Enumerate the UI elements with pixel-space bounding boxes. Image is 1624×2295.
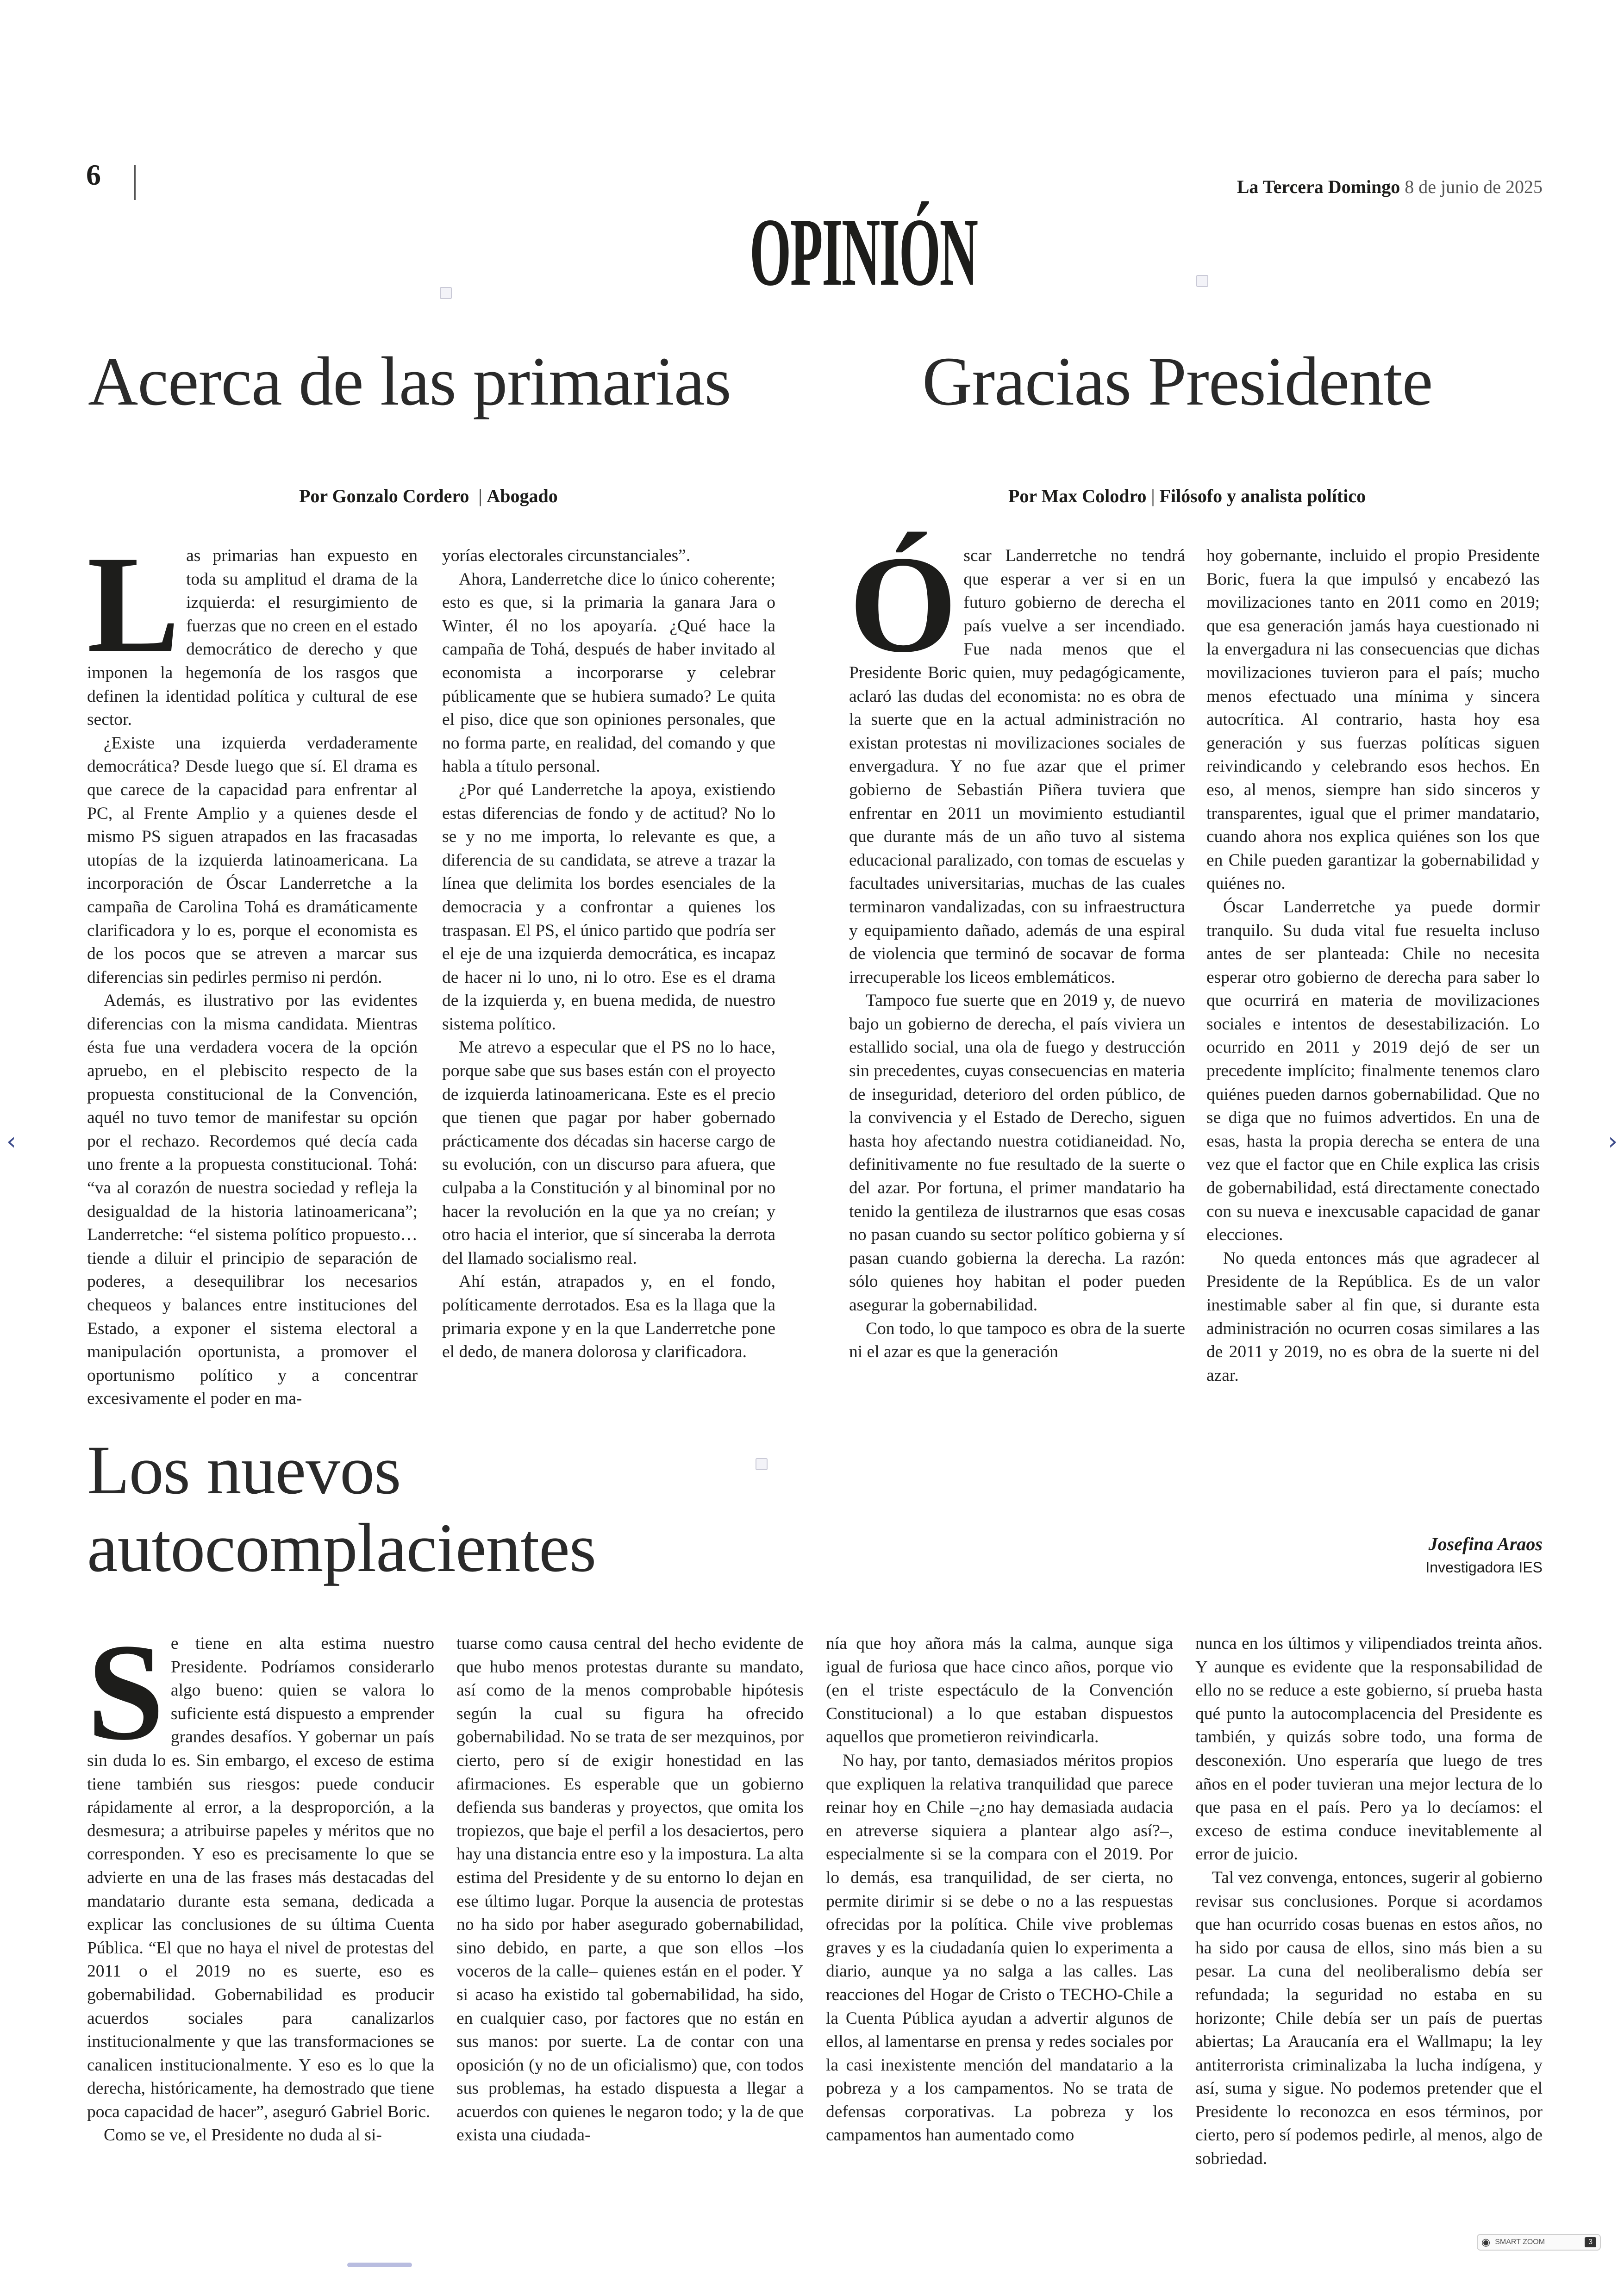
issue-date: 8 de junio de 2025 bbox=[1405, 176, 1543, 197]
paragraph: tuarse como causa central del hecho evidente de que hubo menos protestas durante su mandato, así como de la menos comprobable hipótesis según la cual su figura ha ofrecido gobernabilidad. No se trata de ser mezquinos, por cierto, pero sí de exigir honestidad en las afirmaciones. Es esperable que un gobierno defienda sus banderas y proyectos, que omita los tropiezos, que baje el perfil a los desaciertos, pero hay una distancia entre eso y la impostura. La alta estima del Presidente y de su entorno lo dejan en ese último lugar. Porque la ausencia de protestas no ha sido por haber asegurado gobernabilidad, sino debido, en parte, a que son ellos –los voceros de la calle– quienes están en el poder. Y si acaso ha existido tal gobernabilidad, ha sido, en cualquier caso, por factores que no están en sus manos: por suerte. La de contar con una oposición (y no de un oficialismo) que, con todos sus problemas, ha estado dispuesta a llegar a acuerdos con quienes le negaron todo; y la de que exista una ciudada- bbox=[456, 1634, 804, 2145]
eye-icon: ◉ bbox=[1481, 2236, 1491, 2248]
article3-headline bbox=[87, 1431, 781, 1587]
newspaper-folio bbox=[1237, 178, 1543, 196]
article3-dropcap: S bbox=[87, 1615, 164, 1769]
article1-headline: Acerca de las primarias bbox=[88, 343, 731, 420]
article1-byline: Por Gonzalo Cordero | Abogado bbox=[299, 486, 558, 506]
paragraph: ¿Por qué Landerretche la apoya, existiendo estas diferencias de fondo y de actitud? No lo se y no me importa, lo relevante es que, a diferencia de su candidata, se atreve a trazar la línea que delimita los bordes esenciales de la democracia y a confrontar a quienes los traspasan. El PS, el único partido que podría ser el eje de una izquierda democrática, es incapaz de hacer ni lo uno, ni lo otro. Ese es el drama de la izquierda y, en buena medida, de nuestro sistema político. bbox=[442, 780, 775, 1034]
article2-byline: Por Max Colodro | Filósofo y analista político bbox=[1008, 486, 1366, 506]
article3-column-1 bbox=[87, 1615, 434, 2147]
smart-zoom-button[interactable] bbox=[1477, 2234, 1601, 2251]
paragraph: nunca en los últimos y vilipendiados treinta años. Y aunque es evidente que la responsabilidad de ello no se reduce a este gobierno, sí prueba hasta qué punto la autocomplacencia del Presidente es también, y quizás sobre todo, una forma de desconexión. Uno esperaría que luego de tres años en el poder tuvieran una mejor lectura de lo que pasa en el país. Pero ya lo decíamos: el exceso de estima conduce inevitablemente al error de juicio. bbox=[1195, 1634, 1543, 1864]
paragraph: No hay, por tanto, demasiados méritos propios que expliquen la relativa tranquilidad que parece reinar hoy en Chile –¿no hay demasiada audacia en atreverse siquiera a plantear algo así?–, especialmente si se la compara con el 2019. Por lo demás, esa tranquilidad, de ser cierta, no permite dirimir si se debe o no a las respuestas ofrecidas por la política. Chile vive problemas graves y es la ciudadanía quien lo experimenta a diario, aunque ya no salga a las calles. Las reacciones del Hogar de Cristo o TECHO-Chile a la Cuenta Pública ayudan a advertir algunos de ellos, al lamentarse en prensa y redes sociales por la casi inexistente mención del mandatario a la pobreza y a los campamentos. No se trata de defensas corporativas. La pobreza y los campamentos han aumentado como bbox=[826, 1751, 1173, 2145]
paragraph: hoy gobernante, incluido el propio Presidente Boric, fuera la que impulsó y encabezó las movilizaciones tanto en 2011 como en 2019; que esa generación jamás haya cuestionado ni la envergadura ni las consecuencias que dichas movilizaciones tuvieron para el país; mucho menos efectuado una mínima y sincera autocrítica. Al contrario, hasta hoy esa generación y sus fuerzas políticas siguen reivindicando y celebrando esos hechos. En eso, al menos, siempre han sido sinceros y transparentes, igual que el primer mandatario, cuando ahora nos explica quiénes son los que en Chile pueden garantizar la gobernabilidad y quiénes no. bbox=[1206, 546, 1540, 893]
page-number: 6 bbox=[86, 158, 101, 191]
article3-column-3 bbox=[826, 1632, 1173, 2147]
newspaper-name: La Tercera Domingo bbox=[1237, 176, 1400, 197]
smart-zoom-label: SMART ZOOM bbox=[1495, 2238, 1545, 2246]
article3-author: Josefina Araos bbox=[1428, 1534, 1543, 1554]
paragraph: ¿Existe una izquierda verdaderamente democrática? Desde luego que sí. El drama es que carece de la capacidad para enfrentar al PC, al Frente Amplio y a quienes desde el mismo PS siguen atrapados en las fracasadas utopías de la izquierda latinoamericana. La incorporación de Óscar Landerretche a la campaña de Carolina Tohá es dramáticamente clarificadora y lo es, porque el economista es de los pocos que se atreven a marcar sus diferencias sin pedirles permiso ni perdón. bbox=[87, 733, 418, 987]
reading-progress-bar bbox=[347, 2263, 412, 2267]
paragraph: as primarias han expuesto en toda su amplitud el drama de la izquierda: el resurgimiento de fuerzas que no creen en el estado democrático de derecho y que imponen la hegemonía de los rasgos que definen la identidad política y cultural de ese sector. bbox=[87, 546, 418, 730]
paragraph: scar Landerretche no tendrá que esperar a ver si en un futuro gobierno de derecha el país vuelve a ser incendiado. Fue nada menos que el Presidente Boric quien, muy pedagógicamente, aclaró las dudas del economista: no es obra de la suerte que en la actual administración no existan protestas ni movilizaciones sociales de envergadura. Y no fue azar que el primer gobierno de Sebastián Piñera tuviera que enfrentar en 2011 un movimiento estudiantil que durante más de un año tuvo al sistema educacional paralizado, con tomas de escuelas y facultades universitarias, muchas de las cuales terminaron vandalizadas, con su infraestructura y equipamiento dañado, además de una espiral de violencia que terminó de socavar de forma irrecuperable los liceos emblemáticos. bbox=[849, 546, 1185, 987]
zoom-page-badge: 3 bbox=[1585, 2237, 1596, 2247]
article1-dropcap: L bbox=[87, 527, 180, 681]
section-title: OPINIÓN bbox=[750, 199, 977, 306]
article1-author: Por Gonzalo Cordero bbox=[299, 486, 469, 506]
article3-headline-line2: autocomplacientes bbox=[87, 1509, 596, 1586]
article1-column-2 bbox=[442, 544, 775, 1364]
next-page-arrow-icon[interactable]: › bbox=[1608, 1128, 1618, 1155]
article2-column-2 bbox=[1206, 544, 1540, 1387]
paragraph: Tal vez convenga, entonces, sugerir al gobierno revisar sus conclusiones. Porque si acordamos que han ocurrido cosas buenas en estos años, no ha sido por causa de ellos, sino más bien a su pesar. La cuna del neoliberalismo debía ser refundada; la seguridad no estaba en su horizonte; Chile debía ser un país de puertas abiertas; La Araucanía era el Wallmapu; la ley antiterrorista criminalizaba la lucha indígena, y así, suma y sigue. No podemos pretender que el Presidente lo reconozca en esos términos, por cierto, pero sí podemos pedirle, al menos, algo de sobriedad. bbox=[1195, 1868, 1543, 2169]
paragraph: Ahora, Landerretche dice lo único coherente; esto es que, si la primaria la ganara Jara o Winter, él no los apoyaría. ¿Qué hace la campaña de Tohá, después de haber invitado al economista a incorporarse y celebrar públicamente que se hubiera sumado? Le quita el piso, dice que son opiniones personales, que no forma parte, en realidad, del comando y que habla a título personal. bbox=[442, 569, 775, 776]
paragraph: yorías electorales circunstanciales”. bbox=[442, 546, 691, 565]
article2-author-role: Filósofo y analista político bbox=[1159, 486, 1366, 506]
paragraph: Me atrevo a especular que el PS no lo hace, porque sabe que sus bases están con el proyecto de izquierda latinoamericana. Este es el precio que tienen que pagar por haber gobernado prácticamente dos décadas sin hacerse cargo de su evolución, con un discurso para afuera, que culpaba a la Constitución y al binominal por no hacer la revolución en la que ya no creían; y otro hacia el interior, que sí sinceraba la derrota del llamado socialismo real. bbox=[442, 1038, 775, 1268]
paragraph: e tiene en alta estima nuestro Presidente. Podríamos considerarlo algo bueno: quien se valora lo suficiente está dispuesto a emprender grandes desafíos. Y gobernar un país sin duda lo es. Sin embargo, el exceso de estima tiene también sus riesgos: puede conducir rápidamente al error, a la desproporción, a la desmesura; a atribuirse papeles y méritos que no corresponden. Y eso es precisamente lo que se advierte en una de las frases más destacadas del mandatario durante esta semana, dedicada a explicar las conclusiones de su última Cuenta Pública. “El que no haya el nivel de protestas del 2011 o el 2019 no es suerte, eso es gobernabilidad. Gobernabilidad es producir acuerdos sociales para canalizarlos institucionalmente y que las transformaciones se canalicen institucionalmente. Y eso es lo que la derecha, históricamente, ha demostrado que tiene poca capacidad de hacer”, aseguró Gabriel Boric. bbox=[87, 1634, 434, 2121]
media-marker-icon[interactable] bbox=[1196, 275, 1208, 287]
article2-column-1 bbox=[849, 527, 1185, 1364]
article3-author-block bbox=[1425, 1535, 1543, 1575]
article2-dropcap: Ó bbox=[849, 527, 957, 681]
paragraph: No queda entonces más que agradecer al Presidente de la República. Es de un valor inestimable saber al fin que, si durante esta administración no ocurren cosas similares a las de 2011 y 2019, no es obra de la suerte ni del azar. bbox=[1206, 1248, 1540, 1385]
article1-author-role: Abogado bbox=[487, 486, 558, 506]
article2-headline: Gracias Presidente bbox=[922, 343, 1433, 420]
paragraph: Con todo, lo que tampoco es obra de la suerte ni el azar es que la generación bbox=[849, 1319, 1185, 1362]
paragraph: Como se ve, el Presidente no duda al si- bbox=[104, 2126, 382, 2145]
media-marker-icon[interactable] bbox=[440, 287, 452, 299]
article3-column-2 bbox=[456, 1632, 804, 2147]
article3-author-role: Investigadora IES bbox=[1425, 1559, 1543, 1576]
article1-column-1 bbox=[87, 527, 418, 1411]
paragraph: nía que hoy añora más la calma, aunque siga igual de furiosa que hace cinco años, porque vio (en el triste espectáculo de la Convención Constitucional) a lo que estaban dispuestos aquellos que prometieron reivindicarla. bbox=[826, 1634, 1173, 1747]
article2-author: Por Max Colodro bbox=[1008, 486, 1147, 506]
paragraph: Ahí están, atrapados y, en el fondo, políticamente derrotados. Esa es la llaga que la primaria expone y en la que Landerretche pone el dedo, de manera dolorosa y clarificadora. bbox=[442, 1272, 775, 1362]
paragraph: Óscar Landerretche ya puede dormir tranquilo. Su duda vital fue resuelta incluso antes de ser planteada: Chile no necesita esperar otro gobierno de derecha para saber lo que ocurrirá en materia de movilizaciones sociales e intentos de desestabilización. Lo ocurrido en 2011 y 2019 dejó de ser un precedente implícito; finalmente tenemos claro quiénes pueden darnos gobernabilidad. Que no se diga que no fuimos advertidos. En una de esas, hasta la propia derecha se entera de una vez que el factor que en Chile explica las crisis de gobernabilidad, está directamente conectado con su nueva e inexcusable capacidad de ganar elecciones. bbox=[1206, 897, 1540, 1245]
header-divider bbox=[134, 165, 136, 200]
previous-page-arrow-icon[interactable]: ‹ bbox=[6, 1128, 16, 1155]
paragraph: Tampoco fue suerte que en 2019 y, de nuevo bajo un gobierno de derecha, el país viviera un estallido social, una ola de fuego y destrucción sin precedentes, cuyas consecuencias en materia de inseguridad, deterioro del orden público, de la convivencia y el Estado de Derecho, siguen hasta hoy afectando nuestra cotidianeidad. No, definitivamente no fue resultado de la suerte o del azar. Por fortuna, el primer mandatario ha tenido la gentileza de ilustrarnos que esas cosas no pasan cuando su sector político gobierna y sí pasan cuando gobierna la derecha. La razón: sólo quienes hoy habitan el poder pueden asegurar la gobernabilidad. bbox=[849, 991, 1185, 1315]
article3-headline-line1: Los nuevos bbox=[87, 1432, 401, 1509]
article3-column-4 bbox=[1195, 1632, 1543, 2171]
paragraph: Además, es ilustrativo por las evidentes diferencias con la misma candidata. Mientras ésta fue una verdadera vocera de la opción apruebo, en el plebiscito respecto de la propuesta constitucional de la Convención, aquél no tuvo temor de manifestar su opción por el rechazo. Recordemos qué decía cada uno frente a la propuesta constitucional. Tohá: “va al corazón de nuestra sociedad y refleja la desigualdad de la historia latinoamericana”; Landerretche: “el sistema político propuesto… tiende a diluir el principio de separación de poderes, a desequilibrar los necesarios chequeos y balances entre instituciones del Estado, a exponer el sistema electoral a manipulación oportunista, a promover el oportunismo político y a concentrar excesivamente el poder en ma- bbox=[87, 991, 418, 1409]
